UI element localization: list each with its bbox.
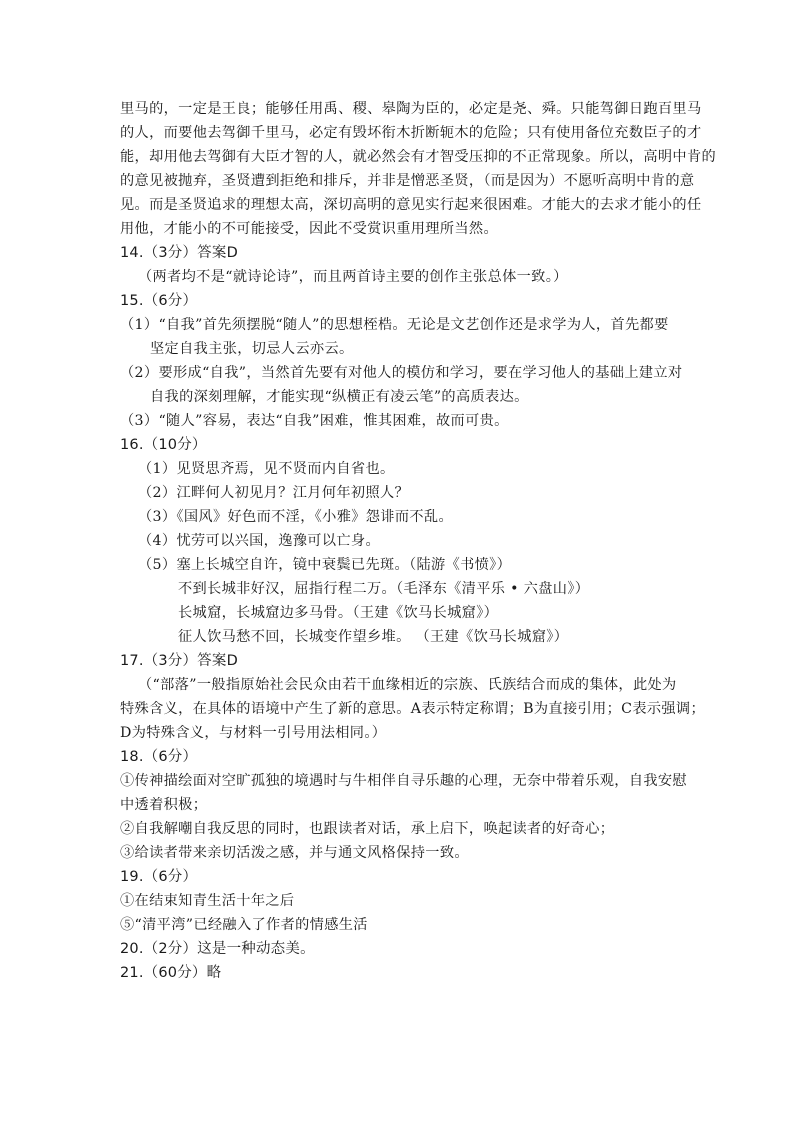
answer-line: 不到长城非好汉，屈指行程二万。（毛泽东《清平乐 • 六盘山》） — [178, 581, 590, 597]
question-heading: 16.（10分） — [120, 437, 207, 453]
paragraph-line: 里马的，一定是王良；能够任用禹、稷、皋陶为臣的，必定是尧、舜。只能驾御日跑百里马 — [120, 101, 702, 117]
question-heading: 19.（6分） — [120, 869, 198, 885]
answer-line: （3）《国风》好色而不淫，《小雅》怨诽而不乱。 — [138, 509, 454, 525]
question-20: 20.（2分）这是一种动态美。 — [120, 941, 315, 957]
answer-line: （3）“随人”容易，表达“自我”困难，惟其困难，故而可贵。 — [120, 413, 509, 429]
answer-line: D为特殊含义，与材料一引号用法相同。） — [120, 725, 387, 741]
answer-line: （5）塞上长城空自许，镜中衰鬓已先斑。（陆游《书愤》） — [138, 557, 512, 573]
answer-line: 坚定自我主张，切忌人云亦云。 — [150, 341, 354, 357]
answer-line: （1）见贤思齐焉，见不贤而内自省也。 — [138, 461, 395, 477]
question-heading: 15.（6分） — [120, 293, 198, 309]
question-heading: 17.（3分）答案D — [120, 653, 238, 669]
answer-line: （“部落”一般指原始社会民众由若干血缘相近的宗族、氏族结合而成的集体，此处为 — [138, 677, 677, 693]
answer-line: （2）江畔何人初见月？江月何年初照人？ — [138, 485, 410, 501]
answer-line: ⑤“清平湾”已经融入了作者的情感生活 — [120, 917, 368, 933]
answer-line: 自我的深刻理解，才能实现“纵横正有凌云笔”的高质表达。 — [150, 389, 529, 405]
answer-line: （两者均不是“就诗论诗”，而且两首诗主要的创作主张总体一致。） — [138, 269, 568, 285]
answer-line: ③给读者带来亲切活泼之感，并与通文风格保持一致。 — [120, 845, 469, 861]
answer-line: （2）要形成“自我”，当然首先要有对他人的模仿和学习，要在学习他人的基础上建立对 — [120, 365, 683, 381]
answer-line: ①传神描绘面对空旷孤独的境遇时与牛相伴自寻乐趣的心理，无奈中带着乐观，自我安慰 — [120, 773, 687, 789]
question-heading: 14.（3分）答案D — [120, 245, 238, 261]
answer-line: 长城窟，长城窟边多马骨。（王建《饮马长城窟》） — [178, 605, 499, 621]
paragraph-line: 的人，而要他去驾御千里马，必定有毁坏衔木折断轭木的危险；只有使用备位充数臣子的才 — [120, 125, 702, 141]
answer-line: 中透着积极； — [120, 797, 208, 813]
answer-line: ②自我解嘲自我反思的同时，也跟读者对话，承上启下，唤起读者的好奇心； — [120, 821, 615, 837]
question-heading: 18.（6分） — [120, 749, 198, 765]
answer-line: 征人饮马愁不回，长城变作望乡堆。 （王建《饮马长城窟》） — [178, 629, 569, 645]
question-21: 21.（60分）略 — [120, 965, 222, 981]
paragraph-line: 见。而是圣贤追求的理想太高，深切高明的意见实行起来很困难。才能大的去求才能小的任 — [120, 197, 702, 213]
answer-line: （4）忧劳可以兴国，逸豫可以亡身。 — [138, 533, 380, 549]
answer-line: （1）“自我”首先须摆脱“随人”的思想桎梏。无论是文艺创作还是求学为人，首先都要 — [120, 317, 669, 333]
paragraph-line: 能，却用他去驾御有大臣才智的人，就必然会有才智受压抑的不正常现象。所以，高明中肯的 — [120, 149, 717, 165]
paragraph-line: 用他，才能小的不可能接受，因此不受赏识重用理所当然。 — [120, 221, 498, 237]
answer-line: ①在结束知青生活十年之后 — [120, 893, 295, 909]
paragraph-line: 的意见被抛弃，圣贤遭到拒绝和排斥，并非是憎恶圣贤，（而是因为）不愿听高明中肯的意 — [120, 173, 695, 189]
answer-line: 特殊含义，在具体的语境中产生了新的意思。A表示特定称谓；B为直接引用；C表示强调； — [120, 701, 706, 717]
